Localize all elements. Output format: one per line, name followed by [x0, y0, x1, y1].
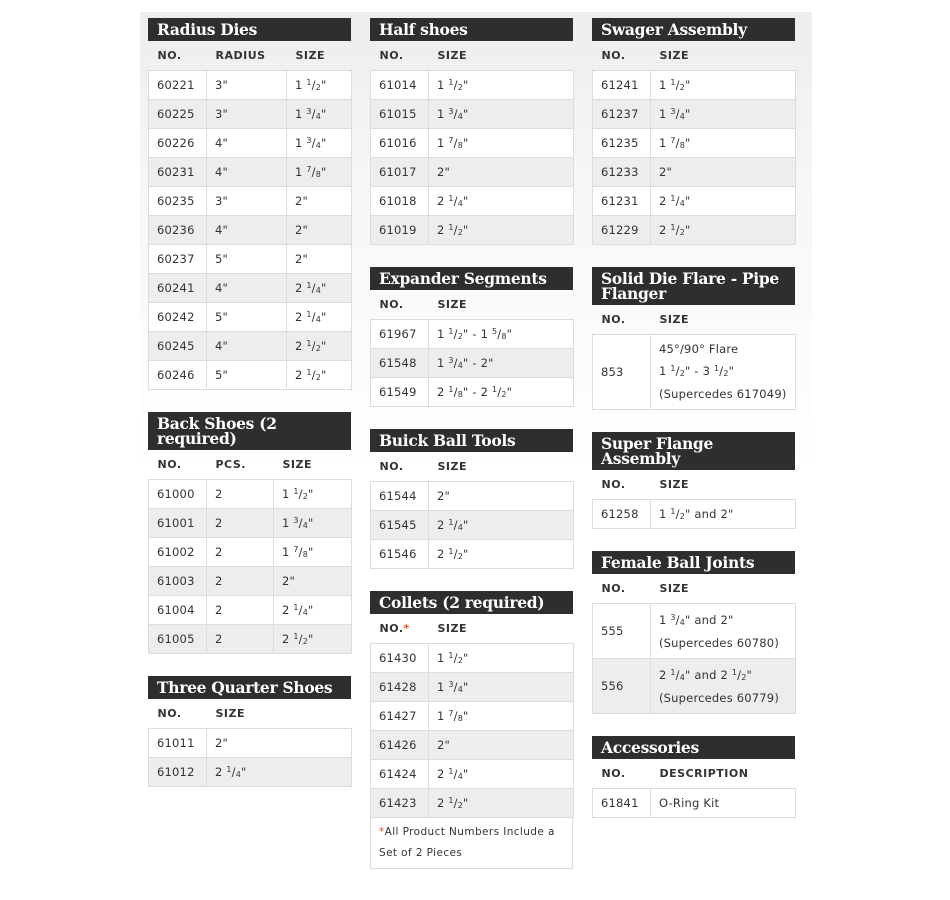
table-title: Three Quarter Shoes: [148, 676, 351, 699]
column-header: SIZE: [429, 614, 574, 644]
table-cell: 61003: [149, 567, 207, 596]
table-cell: 61241: [593, 71, 651, 100]
table-cell: 1 $^3$/4": [429, 100, 574, 129]
table-row: [149, 729, 352, 758]
table-row: [149, 158, 352, 187]
table-cell: 1 $^3$/4" and 2" (Supercedes 60780): [651, 604, 796, 659]
table-cell: 2": [287, 245, 352, 274]
table-row: [371, 482, 574, 511]
table-cell: 2 $^1$/4": [287, 274, 352, 303]
column-header: NO.: [593, 470, 651, 500]
table-cell: 1 $^1$/2": [429, 644, 574, 673]
column-header: NO.: [149, 450, 207, 480]
table-cell: 1 $^7$/8": [429, 129, 574, 158]
table-row: [371, 187, 574, 216]
back-shoes-2-required-table: [148, 412, 351, 654]
table-row: [371, 216, 574, 245]
table-row: [593, 335, 796, 410]
table-cell: 61428: [371, 673, 429, 702]
table-row: [371, 320, 574, 349]
table-row: [149, 480, 352, 509]
table-row: [371, 789, 574, 818]
table-cell: 61237: [593, 100, 651, 129]
table-cell: 61548: [371, 349, 429, 378]
table-cell: 60221: [149, 71, 207, 100]
table-cell: 1 $^3$/4": [287, 100, 352, 129]
table-cell: 61423: [371, 789, 429, 818]
table-cell: 2 $^1$/8" - 2 $^1$/2": [429, 378, 574, 407]
table-cell: 1 $^7$/8": [429, 702, 574, 731]
table-cell: 1 $^1$/2": [287, 71, 352, 100]
table-title: Solid Die Flare - Pipe Flanger: [592, 267, 795, 305]
table-cell: 5": [207, 245, 287, 274]
table-cell: 1 $^1$/2" and 2": [651, 500, 796, 529]
column-header: NO.*: [371, 614, 429, 644]
table-cell: 2": [429, 731, 574, 760]
table-row: [149, 71, 352, 100]
table-row: [149, 216, 352, 245]
table-cell: 4": [207, 332, 287, 361]
table-cell: 61019: [371, 216, 429, 245]
table-row: [593, 129, 796, 158]
table-row: [371, 511, 574, 540]
table-cell: 2: [207, 538, 274, 567]
column-header: PCS.: [207, 450, 274, 480]
table-cell: 61841: [593, 789, 651, 818]
table-cell: 61233: [593, 158, 651, 187]
column-header: SIZE: [429, 452, 574, 482]
table-cell: 60235: [149, 187, 207, 216]
table-title: Radius Dies: [148, 18, 351, 41]
table-row: [371, 760, 574, 789]
table-row: [371, 378, 574, 407]
table-title: Back Shoes (2 required): [148, 412, 351, 450]
table-cell: 2": [429, 158, 574, 187]
table-cell: 3": [207, 187, 287, 216]
table-cell: 1 $^7$/8": [274, 538, 352, 567]
table-row: [149, 303, 352, 332]
table-cell: 1 $^3$/4": [274, 509, 352, 538]
table-cell: 2: [207, 596, 274, 625]
table-row: [371, 540, 574, 569]
table-row: [149, 567, 352, 596]
table-cell: 61002: [149, 538, 207, 567]
table-row: [371, 673, 574, 702]
column-header: SIZE: [651, 41, 796, 71]
table-cell: 2 $^1$/4": [274, 596, 352, 625]
column-header: NO.: [149, 41, 207, 71]
table-row: [371, 349, 574, 378]
column-header: SIZE: [287, 41, 352, 71]
table-cell: 2 $^1$/2": [274, 625, 352, 654]
column-header: DESCRIPTION: [651, 759, 796, 789]
three-quarter-shoes-table: [148, 676, 351, 787]
table-cell: 60236: [149, 216, 207, 245]
table-cell: 3": [207, 100, 287, 129]
table-cell: 61011: [149, 729, 207, 758]
table-cell: 60237: [149, 245, 207, 274]
table-cell: 61544: [371, 482, 429, 511]
table-cell: 2 $^1$/4": [651, 187, 796, 216]
table-cell: 60231: [149, 158, 207, 187]
table-cell: 60225: [149, 100, 207, 129]
table-row: [149, 187, 352, 216]
collets-2-required-table: [370, 591, 573, 869]
table-cell: 2 $^1$/4": [429, 511, 574, 540]
table-cell: O-Ring Kit: [651, 789, 796, 818]
table-cell: 61005: [149, 625, 207, 654]
table-cell: 61967: [371, 320, 429, 349]
table-cell: 2 $^1$/2": [429, 540, 574, 569]
table-cell: 853: [593, 335, 651, 410]
table-row: [149, 332, 352, 361]
table-cell: 61012: [149, 758, 207, 787]
table-cell: 1 $^1$/2" - 1 $^5$/8": [429, 320, 574, 349]
table-row: [149, 538, 352, 567]
table-cell: 1 $^3$/4" - 2": [429, 349, 574, 378]
table-cell: 2 $^1$/2": [429, 216, 574, 245]
column-header: SIZE: [651, 305, 796, 335]
table-row: [371, 731, 574, 760]
column-header: NO.: [149, 699, 207, 729]
table-row: [371, 100, 574, 129]
table-title: Half shoes: [370, 18, 573, 41]
table-cell: 2": [274, 567, 352, 596]
table-cell: 61229: [593, 216, 651, 245]
table-cell: 556: [593, 659, 651, 714]
table-cell: 555: [593, 604, 651, 659]
table-cell: 1 $^3$/4": [429, 673, 574, 702]
table-row: [593, 500, 796, 529]
table-cell: 61015: [371, 100, 429, 129]
column-header: SIZE: [651, 470, 796, 500]
table-cell: 4": [207, 158, 287, 187]
table-row: [593, 71, 796, 100]
table-cell: 45°/90° Flare 1 $^1$/2" - 3 $^1$/2" (Supercedes 617049): [651, 335, 796, 410]
table-cell: 2: [207, 625, 274, 654]
table-row: [149, 509, 352, 538]
table-row: [149, 129, 352, 158]
table-cell: 3": [207, 71, 287, 100]
table-cell: 2 $^1$/2": [429, 789, 574, 818]
table-cell: 61424: [371, 760, 429, 789]
column-left: [148, 18, 351, 809]
table-cell: 1 $^7$/8": [651, 129, 796, 158]
table-cell: 61001: [149, 509, 207, 538]
table-cell: 2 $^1$/4": [429, 187, 574, 216]
expander-segments-table: [370, 267, 573, 407]
table-cell: 61018: [371, 187, 429, 216]
table-cell: 60245: [149, 332, 207, 361]
table-row: [593, 216, 796, 245]
table-cell: 61549: [371, 378, 429, 407]
table-row: [149, 758, 352, 787]
table-cell: 2 $^1$/4" and 2 $^1$/2" (Supercedes 60779): [651, 659, 796, 714]
half-shoes-table: [370, 18, 573, 245]
table-row: [371, 71, 574, 100]
table-row: [371, 129, 574, 158]
table-cell: 2: [207, 509, 274, 538]
column-header: SIZE: [274, 450, 352, 480]
table-cell: 61016: [371, 129, 429, 158]
table-title: Swager Assembly: [592, 18, 795, 41]
table-row: [371, 644, 574, 673]
table-cell: 61017: [371, 158, 429, 187]
column-header: SIZE: [429, 41, 574, 71]
column-header: SIZE: [651, 574, 796, 604]
table-row: [593, 789, 796, 818]
table-cell: 2": [287, 216, 352, 245]
table-cell: 2: [207, 567, 274, 596]
table-cell: 61231: [593, 187, 651, 216]
table-cell: 4": [207, 216, 287, 245]
column-header: SIZE: [429, 290, 574, 320]
table-cell: 2 $^1$/2": [651, 216, 796, 245]
table-row: [149, 100, 352, 129]
table-cell: 2 $^1$/4": [429, 760, 574, 789]
super-flange-assembly-table: [592, 432, 795, 529]
table-cell: 5": [207, 303, 287, 332]
table-title: Buick Ball Tools: [370, 429, 573, 452]
table-cell: 5": [207, 361, 287, 390]
buick-ball-tools-table: [370, 429, 573, 569]
female-ball-joints-table: [592, 551, 795, 714]
column-header: NO.: [371, 452, 429, 482]
table-title: Expander Segments: [370, 267, 573, 290]
table-cell: 61545: [371, 511, 429, 540]
table-cell: 61430: [371, 644, 429, 673]
table-cell: 61427: [371, 702, 429, 731]
column-header: NO.: [593, 305, 651, 335]
table-row: [149, 245, 352, 274]
accessories-table: [592, 736, 795, 818]
table-row: [149, 596, 352, 625]
table-cell: 2: [207, 480, 274, 509]
column-header: NO.: [371, 41, 429, 71]
table-title: Accessories: [592, 736, 795, 759]
table-row: [149, 274, 352, 303]
table-title: Super Flange Assembly: [592, 432, 795, 470]
table-cell: 2 $^1$/4": [287, 303, 352, 332]
table-cell: 60246: [149, 361, 207, 390]
table-row: [593, 100, 796, 129]
table-row: [149, 361, 352, 390]
table-cell: 1 $^1$/2": [651, 71, 796, 100]
table-cell: 2": [429, 482, 574, 511]
table-cell: 1 $^3$/4": [287, 129, 352, 158]
radius-dies-table: [148, 18, 351, 390]
footnote: *All Product Numbers Include a Set of 2 Pieces: [370, 818, 573, 869]
table-cell: 61004: [149, 596, 207, 625]
table-cell: 60242: [149, 303, 207, 332]
table-cell: 60241: [149, 274, 207, 303]
column-header: SIZE: [207, 699, 352, 729]
table-cell: 1 $^3$/4": [651, 100, 796, 129]
table-cell: 2": [207, 729, 352, 758]
column-middle: [370, 18, 573, 891]
table-title: Collets (2 required): [370, 591, 573, 614]
table-cell: 61014: [371, 71, 429, 100]
table-cell: 2 $^1$/2": [287, 361, 352, 390]
table-cell: 1 $^7$/8": [287, 158, 352, 187]
table-cell: 2 $^1$/4": [207, 758, 352, 787]
table-row: [593, 187, 796, 216]
table-cell: 1 $^1$/2": [429, 71, 574, 100]
column-right: [592, 18, 795, 840]
table-row: [593, 158, 796, 187]
table-cell: 61546: [371, 540, 429, 569]
table-cell: 4": [207, 274, 287, 303]
table-cell: 61235: [593, 129, 651, 158]
table-cell: 60226: [149, 129, 207, 158]
table-cell: 2": [287, 187, 352, 216]
table-row: [371, 702, 574, 731]
table-cell: 61426: [371, 731, 429, 760]
column-header: NO.: [593, 41, 651, 71]
table-row: [593, 659, 796, 714]
table-cell: 1 $^1$/2": [274, 480, 352, 509]
solid-die-flare-pipe-flanger-table: [592, 267, 795, 410]
table-cell: 61000: [149, 480, 207, 509]
column-header: NO.: [593, 574, 651, 604]
table-title: Female Ball Joints: [592, 551, 795, 574]
column-header: RADIUS: [207, 41, 287, 71]
swager-assembly-table: [592, 18, 795, 245]
table-row: [371, 158, 574, 187]
table-row: [149, 625, 352, 654]
table-cell: 61258: [593, 500, 651, 529]
column-header: NO.: [371, 290, 429, 320]
table-cell: 2": [651, 158, 796, 187]
table-cell: 2 $^1$/2": [287, 332, 352, 361]
column-header: NO.: [593, 759, 651, 789]
table-row: [593, 604, 796, 659]
table-cell: 4": [207, 129, 287, 158]
